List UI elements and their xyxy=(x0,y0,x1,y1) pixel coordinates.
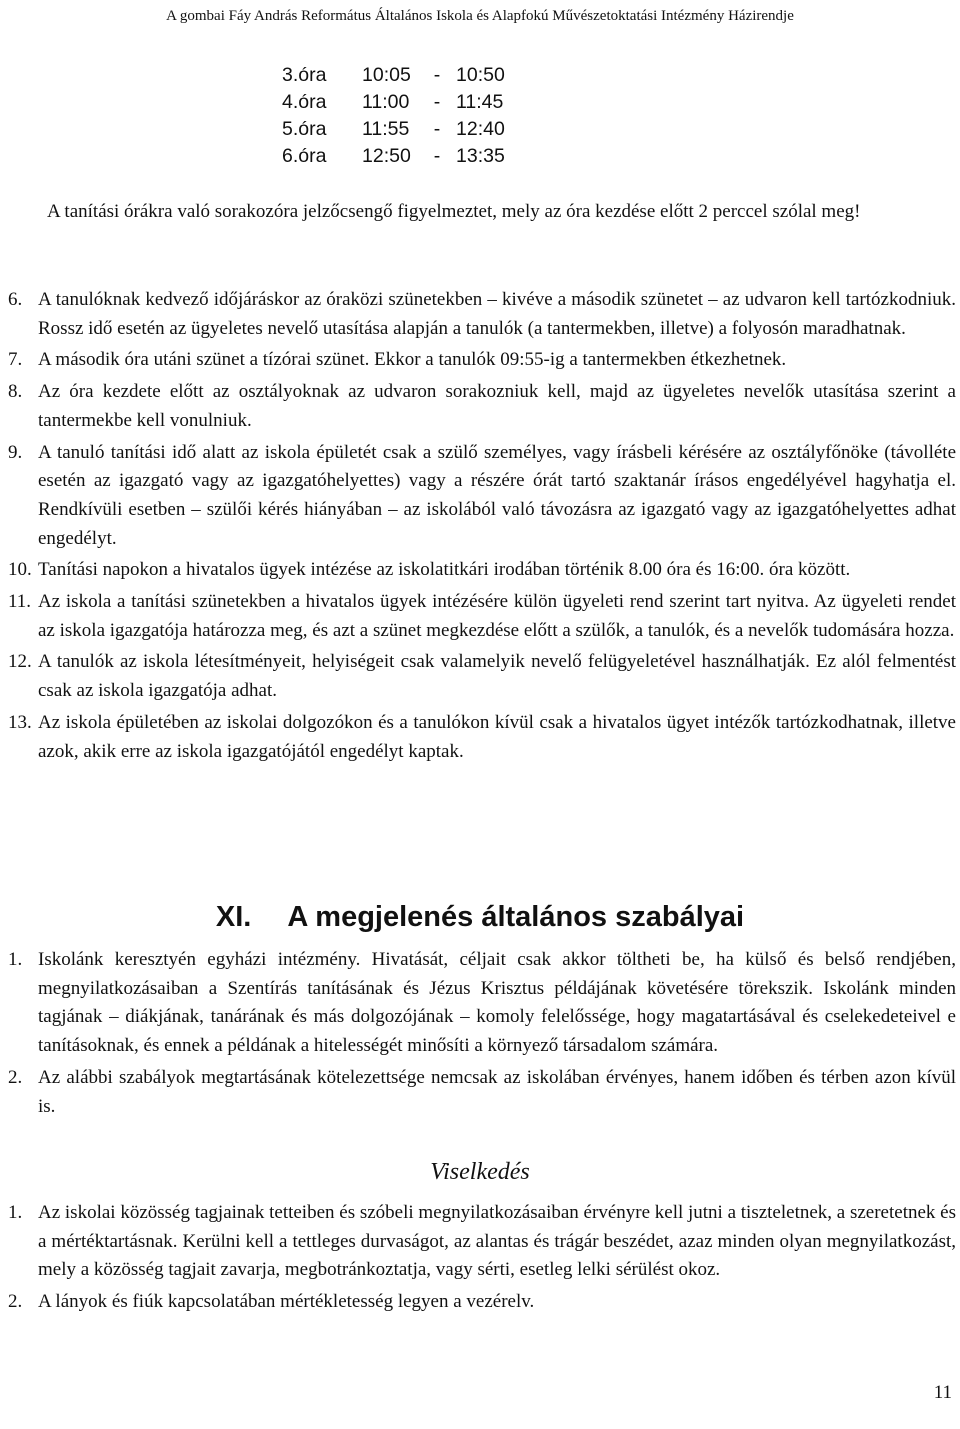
page-number: 11 xyxy=(933,1382,952,1403)
lesson-schedule xyxy=(282,62,602,170)
item-text: Az óra kezdete előtt az osztályoknak az udvaron sorakozniuk kell, majd az ügyeletes nevelők utasítása szerint a tantermekbe kell vonulniuk. xyxy=(38,381,956,431)
schedule-row xyxy=(282,143,602,170)
schedule-row xyxy=(282,62,602,89)
item-text: Tanítási napokon a hivatalos ügyek intézése az iskolatitkári irodában történik 8.00 óra és 16:00. óra között. xyxy=(38,559,851,581)
section-heading xyxy=(0,897,960,937)
item-text: Az alábbi szabályok megtartásának kötelezettsége nemcsak az iskolában érvényes, hanem időben és térben azon kívül is. xyxy=(38,1066,956,1117)
item-text: A tanulók az iskola létesítményeit, helyiségeit csak valamelyik nevelő felügyeletével használhatják. Ez alól felmentést csak az iskola igazgatója adhat. xyxy=(38,651,956,702)
item-number: 11. xyxy=(8,591,32,613)
schedule-end: 13:35 xyxy=(456,145,505,167)
schedule-lesson: 5.óra xyxy=(282,118,327,140)
page-header: A gombai Fáy András Református Általános Iskola és Alapfokú Művészetoktatási Intézmény Házirendje xyxy=(166,8,794,24)
schedule-dash: - xyxy=(433,64,441,86)
schedule-start: 11:55 xyxy=(362,118,410,140)
schedule-dash: - xyxy=(433,91,441,113)
list-item xyxy=(8,1199,956,1285)
item-text: A második óra utáni szünet a tízórai szünet. Ekkor a tanulók 09:55-ig a tantermekben étkezhetnek. xyxy=(38,349,787,371)
list-item xyxy=(8,439,956,554)
item-text: Az iskola a tanítási szünetekben a hivatalos ügyek intézésére külön ügyeleti rend szerint tart nyitva. Az ügyeleti rendet az iskola igazgatója határozza meg, és azt a szünet megkezdése előtt a szülők, a tanulók, és a nevelők tudomására hozza. xyxy=(38,591,956,641)
schedule-end: 11:45 xyxy=(456,91,504,113)
schedule-end: 12:40 xyxy=(456,118,505,140)
item-text: Iskolánk keresztyén egyházi intézmény. Hivatását, céljait csak akkor töltheti be, ha külső és belső rendjében, megnyilatkozásaiban a Szentírás tanításának és Jézus Krisztus példájának követésére törekszik. Iskolánk minden tagjának – diákjának, tanárának és más dolgozójának – komoly felelőssége, hogy magatartásával és cselekedeteivel e tanításoknak, és ennek a példának a hitelességét minősíti a környező társadalom számára. xyxy=(38,949,956,1057)
list-item xyxy=(8,588,956,645)
list-item xyxy=(8,709,956,766)
item-number: 10. xyxy=(8,559,32,581)
item-number: 13. xyxy=(8,711,32,733)
list-item xyxy=(8,346,956,375)
item-number: 7. xyxy=(8,349,23,371)
section-number: XI. xyxy=(215,901,252,933)
item-text: Az iskola épületében az iskolai dolgozókon és a tanulókon kívül csak a hivatalos ügyet intézők tartózkodhatnak, illetve azok, akik erre az iskola igazgatójától engedélyt kaptak. xyxy=(38,711,956,762)
behavior-list xyxy=(8,1199,956,1320)
item-number: 1. xyxy=(8,1202,23,1223)
item-number: 2. xyxy=(8,1291,23,1313)
item-number: 2. xyxy=(8,1066,23,1088)
item-number: 9. xyxy=(8,441,23,463)
list-item xyxy=(8,378,956,435)
rules-list xyxy=(8,286,956,769)
schedule-dash: - xyxy=(433,118,441,140)
bell-paragraph: A tanítási órákra való sorakozóra jelzőcsengő figyelmeztet, mely az óra kezdése előtt 2 perccel szólal meg! xyxy=(47,201,861,222)
schedule-row xyxy=(282,89,602,116)
list-item xyxy=(8,648,956,705)
list-item xyxy=(8,946,956,1061)
item-number: 6. xyxy=(8,289,23,310)
schedule-lesson: 4.óra xyxy=(282,91,327,113)
item-text: Az iskolai közösség tagjainak tetteiben és szóbeli megnyilatkozásaiban érvényre kell jutni a tiszteletnek, a szeretetnek és a mértéktartásnak. Kerülni kell a tettleges durvaságot, az alantas és trágár beszédet, azaz minden olyan megnyilatkozást, mely a közösség tagjait zavarja, megbotránkoztatja, vagy sérti, esetleg lelki sérülést okoz. xyxy=(38,1202,956,1281)
item-number: 8. xyxy=(8,381,23,403)
list-item xyxy=(8,1288,956,1317)
item-text: A lányok és fiúk kapcsolatában mértékletesség legyen a vezérelv. xyxy=(38,1291,535,1313)
general-rules-list xyxy=(8,946,956,1124)
schedule-start: 10:05 xyxy=(362,64,411,86)
item-text: A tanulóknak kedvező időjáráskor az óraközi szünetekben – kivéve a második szünetet – az udvaron kell tartózkodniuk. Rossz idő esetén az ügyeletes nevelő utasítása alapján a tanulók (a tantermekben, illetve) a folyosón maradhatnak. xyxy=(38,289,956,339)
schedule-start: 11:00 xyxy=(362,91,410,113)
list-item xyxy=(8,286,956,343)
list-item xyxy=(8,1064,956,1121)
section-title: A megjelenés általános szabályai xyxy=(287,901,745,933)
schedule-end: 10:50 xyxy=(456,64,505,86)
item-text: A tanuló tanítási idő alatt az iskola épületét csak a szülő személyes, vagy írásbeli kérésére az osztályfőnöke (távolléte esetén az igazgató vagy az igazgatóhelyettes) vagy a részére órát tartó szaktanár írásos engedélyével hagyhatja el. Rendkívüli esetben – szülői kérés hiányában – az iskolából való távozásra az igazgató vagy az igazgatóhelyettes adhat engedélyt. xyxy=(38,441,956,549)
item-number: 1. xyxy=(8,949,23,970)
schedule-dash: - xyxy=(433,145,441,167)
schedule-lesson: 3.óra xyxy=(282,64,327,86)
subsection-heading: Viselkedés xyxy=(430,1159,530,1185)
item-number: 12. xyxy=(8,651,32,673)
schedule-lesson: 6.óra xyxy=(282,145,327,167)
schedule-row xyxy=(282,116,602,143)
schedule-start: 12:50 xyxy=(362,145,411,167)
list-item xyxy=(8,556,956,585)
